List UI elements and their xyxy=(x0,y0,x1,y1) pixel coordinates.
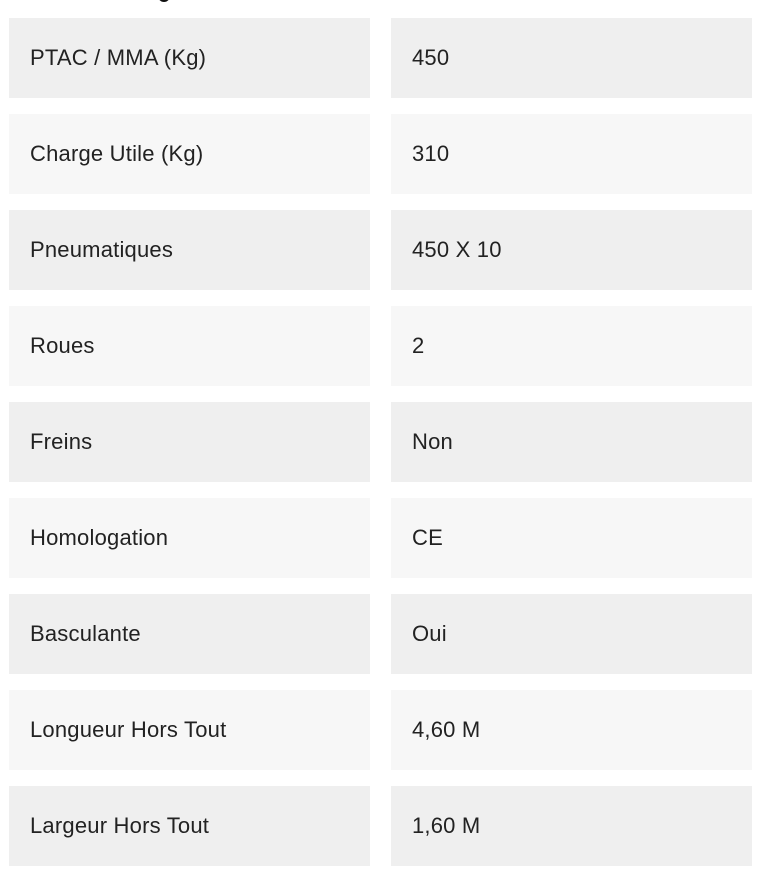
spec-label: Charge Utile (Kg) xyxy=(9,114,370,194)
spec-label: Pneumatiques xyxy=(9,210,370,290)
spec-row-largeur xyxy=(9,786,752,866)
spec-label: Roues xyxy=(9,306,370,386)
spec-value: CE xyxy=(391,498,752,578)
spec-label: Largeur Hors Tout xyxy=(9,786,370,866)
section-heading-fragment xyxy=(158,0,172,4)
spec-row-charge-utile xyxy=(9,114,752,194)
spec-value: 4,60 M xyxy=(391,690,752,770)
spec-value: 1,60 M xyxy=(391,786,752,866)
spec-row-homologation xyxy=(9,498,752,578)
spec-row-freins xyxy=(9,402,752,482)
spec-label: Basculante xyxy=(9,594,370,674)
spec-value: 450 X 10 xyxy=(391,210,752,290)
spec-value: Oui xyxy=(391,594,752,674)
spec-row-longueur xyxy=(9,690,752,770)
spec-label: Homologation xyxy=(9,498,370,578)
spec-row-basculante xyxy=(9,594,752,674)
spec-label: Freins xyxy=(9,402,370,482)
spec-value: 450 xyxy=(391,18,752,98)
spec-row-roues xyxy=(9,306,752,386)
specifications-table xyxy=(9,18,752,882)
spec-row-ptac xyxy=(9,18,752,98)
spec-value: 310 xyxy=(391,114,752,194)
spec-value: Non xyxy=(391,402,752,482)
spec-label: PTAC / MMA (Kg) xyxy=(9,18,370,98)
spec-label: Longueur Hors Tout xyxy=(9,690,370,770)
spec-row-pneumatiques xyxy=(9,210,752,290)
spec-value: 2 xyxy=(391,306,752,386)
